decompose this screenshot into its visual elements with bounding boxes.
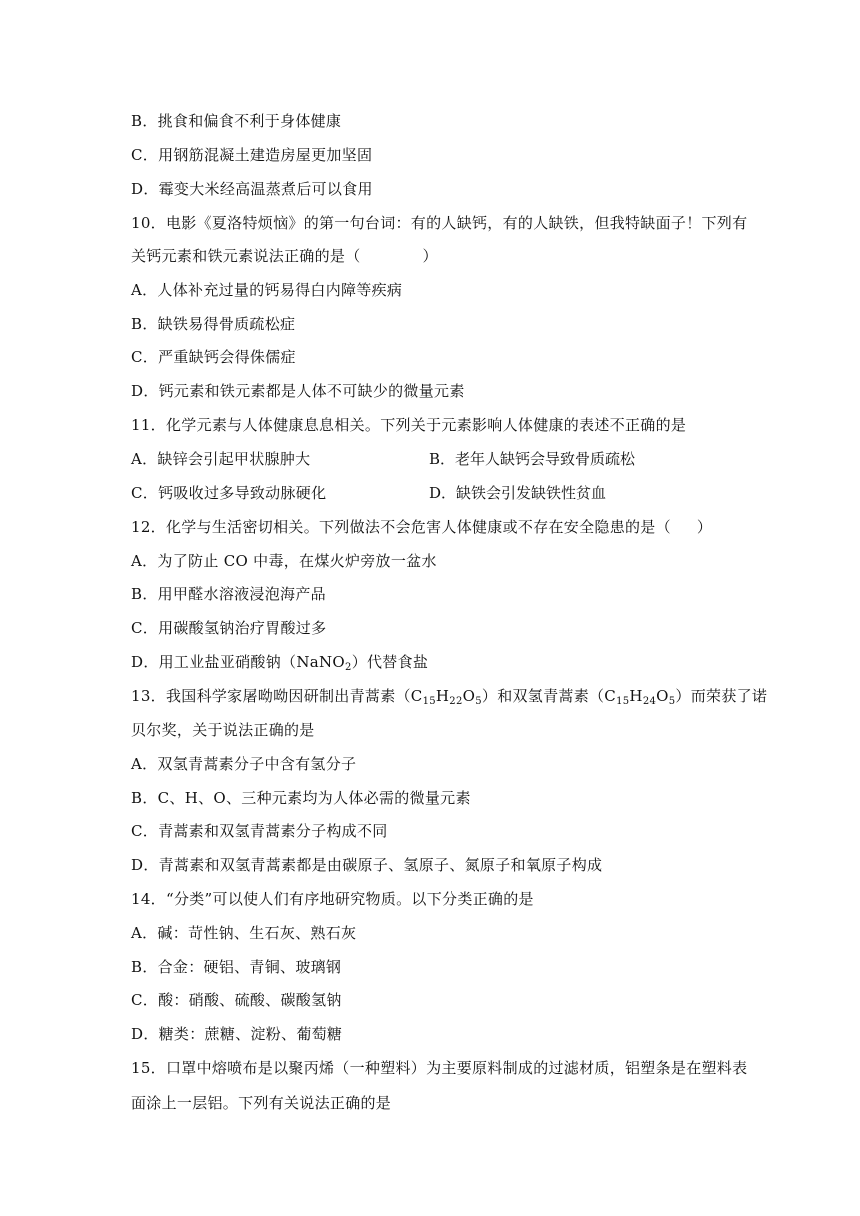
q13-text: ）和双氢青蒿素（C	[481, 687, 617, 705]
q12-stem	[131, 517, 712, 537]
q10-option-b: B．缺铁易得骨质疏松症	[131, 315, 296, 333]
q10-option-a: A．人体补充过量的钙易得白内障等疾病	[131, 281, 403, 299]
subscript: 2	[345, 662, 352, 673]
subscript: 22	[449, 696, 463, 707]
q10-stem-line2	[131, 246, 438, 266]
q12-option-d-text: D．用工业盐亚硝酸钠（NaNO	[131, 653, 346, 671]
q14-option-a: A．碱：苛性钠、生石灰、熟石灰	[131, 924, 357, 942]
subscript: 15	[422, 696, 436, 707]
q12-option-a: A．为了防止 CO 中毒，在煤火炉旁放一盆水	[131, 552, 437, 570]
q12-stem-text: 12．化学与生活密切相关。下列做法不会危害人体健康或不存在安全隐患的是（	[131, 518, 671, 536]
q15-stem-line2: 面涂上一层铝。下列有关说法正确的是	[131, 1094, 392, 1112]
q13-stem-line1	[131, 686, 767, 706]
q9-option-b: B．挑食和偏食不利于身体健康	[131, 112, 342, 130]
q11-option-c: C．钙吸收过多导致动脉硬化	[131, 484, 327, 502]
q14-stem: 14．“分类”可以使人们有序地研究物质。以下分类正确的是	[131, 890, 534, 908]
q13-text: H	[435, 687, 450, 705]
subscript: 15	[616, 696, 630, 707]
q11-stem: 11．化学元素与人体健康息息相关。下列关于元素影响人体健康的表述不正确的是	[131, 416, 687, 434]
q11-option-d: D．缺铁会引发缺铁性贫血	[429, 484, 607, 502]
q14-option-b: B．合金：硬铝、青铜、玻璃钢	[131, 958, 342, 976]
q13-option-b: B．C、H、O、三种元素均为人体必需的微量元素	[131, 789, 471, 807]
q10-stem-bracket: ）	[422, 247, 438, 265]
q9-option-c: C．用钢筋混凝土建造房屋更加坚固	[131, 146, 373, 164]
q14-option-d: D．糖类：蔗糖、淀粉、葡萄糖	[131, 1025, 343, 1043]
q13-text: O	[656, 687, 669, 705]
q10-stem-text: 关钙元素和铁元素说法正确的是（	[131, 247, 361, 265]
q13-text: H	[629, 687, 643, 705]
q11-option-b: B．老年人缺钙会导致骨质疏松	[429, 450, 636, 468]
q14-option-c: C．酸：硝酸、硫酸、碳酸氢钠	[131, 991, 342, 1009]
subscript: 5	[475, 696, 482, 707]
subscript: 24	[642, 696, 657, 707]
subscript: 5	[668, 696, 676, 707]
q13-option-d: D．青蒿素和双氢青蒿素都是由碳原子、氢原子、氮原子和氧原子构成	[131, 856, 603, 874]
q13-stem-line2: 贝尔奖，关于说法正确的是	[131, 721, 315, 739]
q12-option-d	[131, 652, 428, 672]
q9-option-d: D．霉变大米经高温蒸煮后可以食用	[131, 180, 373, 198]
q10-option-d: D．钙元素和铁元素都是人体不可缺少的微量元素	[131, 382, 465, 400]
q12-stem-bracket: ）	[696, 518, 713, 536]
q13-option-c: C．青蒿素和双氢青蒿素分子构成不同	[131, 822, 388, 840]
q10-option-c: C．严重缺钙会得侏儒症	[131, 348, 296, 366]
q13-text: O	[462, 687, 476, 705]
q12-option-b: B．用甲醛水溶液浸泡海产品	[131, 585, 326, 603]
q11-option-a: A．缺锌会引起甲状腺肿大	[131, 450, 311, 468]
q13-text: 13．我国科学家屠呦呦因研制出青蒿素（C	[131, 687, 423, 705]
q12-option-c: C．用碳酸氢钠治疗胃酸过多	[131, 619, 327, 637]
q12-option-d-text-end: ）代替食盐	[351, 653, 429, 671]
q15-stem-line1: 15．口罩中熔喷布是以聚丙烯（一种塑料）为主要原料制成的过滤材质，铝塑条是在塑料表	[131, 1059, 748, 1077]
q13-option-a: A．双氢青蒿素分子中含有氢分子	[131, 755, 357, 773]
q10-stem-line1: 10．电影《夏洛特烦恼》的第一句台词：有的人缺钙，有的人缺铁，但我特缺面子！下列有	[131, 214, 748, 232]
q13-text: ）而荣获了诺	[675, 687, 768, 705]
